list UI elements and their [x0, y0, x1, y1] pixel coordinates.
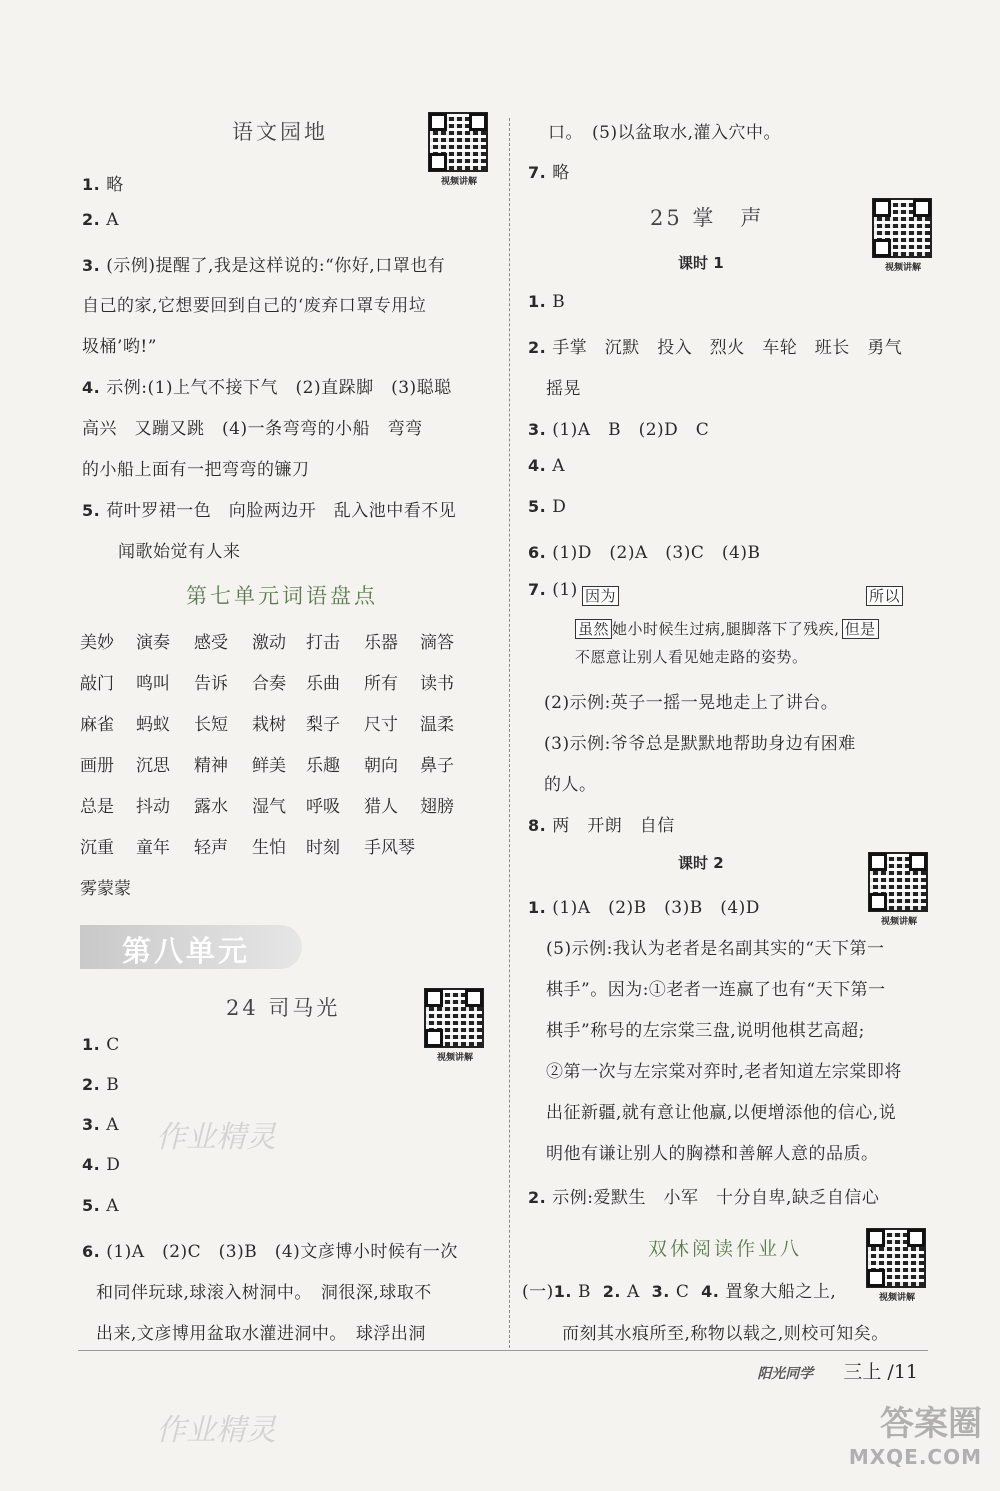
- answer-line: 出征新疆,就有意让他赢,以便增添他的信心,说: [546, 1103, 897, 1123]
- vocab-word: 轻声: [194, 838, 228, 858]
- vocab-word: 敲门: [80, 674, 114, 694]
- vocab-word: 精神: [194, 756, 228, 776]
- vocab-word: 演奏: [136, 633, 170, 653]
- answer-line: 棋手”。因为:①老者一连赢了也有“天下第一: [546, 980, 886, 1000]
- vocab-word: 尺寸: [364, 715, 398, 735]
- answer-line: 4. A: [528, 456, 565, 476]
- answer-line: 虽然 她小时候生过病,腿脚落下了残疾, 但是: [575, 618, 879, 639]
- conjunction-box: 因为: [582, 585, 619, 606]
- conjunction-box: 虽然: [575, 619, 612, 639]
- vocab-word: 合奏: [252, 674, 286, 694]
- section-title-yuwen-yuandi: 语文园地: [232, 120, 328, 144]
- vocab-word: 打击: [306, 633, 340, 653]
- answer-line: 和同伴玩球,球滚入树洞中。 洞很深,球取不: [96, 1283, 432, 1303]
- vocab-word: 梨子: [306, 715, 340, 735]
- vocab-word: 沉思: [136, 756, 170, 776]
- qr-code-lesson-2[interactable]: [868, 852, 930, 927]
- answer-line: 8. 两 开朗 自信: [528, 816, 675, 836]
- lesson-title: 课时 2: [678, 854, 724, 872]
- qr-label: 视频讲解: [878, 1293, 915, 1303]
- answer-line: 3. A: [82, 1115, 119, 1135]
- footer-rule: [78, 1350, 928, 1351]
- brand-logo: 阳光同学: [757, 1366, 814, 1382]
- vocab-word: 翅膀: [420, 797, 454, 817]
- answer-line: 1. 略: [82, 175, 124, 195]
- vocab-word: 乐趣: [306, 756, 340, 776]
- vocab-word: 滴答: [420, 633, 454, 653]
- vocab-word: 呼吸: [306, 797, 340, 817]
- answer-line: 5. 荷叶罗裙一色 向脸两边开 乱入池中看不见: [82, 501, 457, 521]
- answer-line: 口。 (5)以盆取水,灌入穴中。: [548, 123, 781, 143]
- answer-line: 而刻其水痕所至,称物以载之,则校可知矣。: [562, 1324, 889, 1344]
- answer-line: 出来,文彦博用盆取水灌进洞中。 球浮出洞: [96, 1324, 426, 1344]
- vocab-word: 生怕: [252, 838, 286, 858]
- conjunction-box: 但是: [842, 619, 879, 639]
- unit-banner-label: 第八单元: [122, 934, 251, 968]
- vocab-word: 时刻: [306, 838, 340, 858]
- vocab-word: 长短: [194, 715, 228, 735]
- answer-line: 1. B: [528, 292, 566, 312]
- vocab-word: 露水: [194, 797, 228, 817]
- answer-line: 1. C: [82, 1035, 120, 1055]
- qr-label: 视频讲解: [440, 177, 477, 187]
- vocab-word: 湿气: [252, 797, 286, 817]
- answer-line: 自己的家,它想要回到自己的‘废弃口罩专用垃: [82, 296, 427, 316]
- answer-line: 圾桶’哟!”: [82, 337, 157, 357]
- answer-line: (3)示例:爷爷总是默默地帮助身边有困难: [544, 734, 856, 754]
- answer-line: 7. (1): [528, 580, 578, 600]
- qr-label: 视频讲解: [436, 1053, 473, 1063]
- unit-banner: [80, 925, 302, 969]
- vocab-word: 手风琴: [364, 838, 415, 858]
- answer-line: 摇晃: [546, 379, 581, 399]
- vocab-word: 总是: [80, 797, 114, 817]
- conjunction-box: 所以: [866, 585, 903, 606]
- qr-code-sima-guang[interactable]: [424, 988, 486, 1063]
- answer-line: 1. (1)A (2)B (3)B (4)D: [528, 898, 760, 918]
- vocab-word: 美妙: [80, 633, 114, 653]
- section-title-zhang-sheng: 25 掌 声: [650, 206, 765, 230]
- answer-line: 高兴 又蹦又跳 (4)一条弯弯的小船 弯弯: [82, 419, 423, 439]
- section-title-weekend-reading: 双休阅读作业八: [648, 1238, 803, 1260]
- vocab-word: 鸣叫: [136, 674, 170, 694]
- answer-line: 4. 示例:(1)上气不接下气 (2)直跺脚 (3)聪聪: [82, 378, 452, 398]
- vocab-word: 鼻子: [420, 756, 454, 776]
- qr-code-zhang-sheng[interactable]: [872, 198, 934, 273]
- answer-line: (5)示例:我认为老者是名副其实的“天下第一: [546, 939, 885, 959]
- vocab-word: 画册: [80, 756, 114, 776]
- section-title-sima-guang: 24 司马光: [226, 996, 341, 1020]
- grade-label: 三上: [843, 1361, 882, 1383]
- vocab-word: 栽树: [252, 715, 286, 735]
- answer-line: 4. D: [82, 1155, 121, 1175]
- vocab-word: 蚂蚁: [136, 715, 170, 735]
- vocab-word: 沉重: [80, 838, 114, 858]
- answer-line: ②第一次与左宗棠对弈时,老者知道左宗棠即将: [546, 1062, 902, 1082]
- answer-line: 3. (示例)提醒了,我是这样说的:“你好,口罩也有: [82, 256, 446, 276]
- answer-line: 2. A: [82, 210, 119, 230]
- vocab-word: 朝向: [364, 756, 398, 776]
- vocab-word: 所有: [364, 674, 398, 694]
- vocab-word: 抖动: [136, 797, 170, 817]
- vocab-word: 激动: [252, 633, 286, 653]
- qr-label: 视频讲解: [880, 917, 917, 927]
- answer-line: 6. (1)D (2)A (3)C (4)B: [528, 543, 761, 563]
- vocab-word: 感受: [194, 633, 228, 653]
- answer-line: 明他有谦让别人的胸襟和善解人意的品质。: [546, 1144, 879, 1164]
- answer-line: (一)1. B 2. A 3. C 4. 置象大船之上,: [522, 1282, 837, 1302]
- answer-line: 5. A: [82, 1196, 119, 1216]
- qr-label: 视频讲解: [884, 263, 921, 273]
- qr-code-yuwen[interactable]: [428, 112, 490, 187]
- site-watermark: 答案圈 MXQE.COM: [848, 1404, 982, 1469]
- vocab-word: 乐曲: [306, 674, 340, 694]
- vocab-word: 告诉: [194, 674, 228, 694]
- watermark: 作业精灵: [156, 1413, 276, 1448]
- vocab-word: 乐器: [364, 633, 398, 653]
- answer-line: 6. (1)A (2)C (3)B (4)文彦博小时候有一次: [82, 1242, 458, 1262]
- lesson-title: 课时 1: [678, 254, 724, 272]
- watermark: 作业精灵: [156, 1120, 276, 1155]
- vocab-word: 温柔: [420, 715, 454, 735]
- answer-line: 棋手”称号的左宗棠三盘,说明他棋艺高超;: [546, 1021, 865, 1041]
- section-title-word-review: 第七单元词语盘点: [186, 584, 378, 608]
- answer-line: 2. B: [82, 1075, 120, 1095]
- answer-line: 的人。: [544, 775, 597, 795]
- answer-line: 的小船上面有一把弯弯的镰刀: [82, 460, 310, 480]
- answer-line: 闻歌始觉有人来: [118, 542, 241, 562]
- qr-code-reading[interactable]: [866, 1228, 928, 1303]
- answer-line: 不愿意让别人看见她走路的姿势。: [575, 648, 808, 666]
- column-divider: [509, 118, 510, 1348]
- answer-line: 2. 示例:爱默生 小军 十分自卑,缺乏自信心: [528, 1188, 880, 1208]
- answer-line: (2)示例:英子一摇一晃地走上了讲台。: [544, 693, 839, 713]
- vocab-word: 童年: [136, 838, 170, 858]
- answer-line: 7. 略: [528, 163, 570, 183]
- answer-line: 5. D: [528, 497, 567, 517]
- vocab-word: 鲜美: [252, 756, 286, 776]
- page-footer: [757, 1357, 918, 1384]
- vocab-word: 麻雀: [80, 715, 114, 735]
- vocab-word: 读书: [420, 674, 454, 694]
- answer-line: 3. (1)A B (2)D C: [528, 420, 710, 440]
- vocab-word: 雾蒙蒙: [80, 879, 131, 899]
- page-number: /11: [887, 1361, 918, 1383]
- vocab-word: 猎人: [364, 797, 398, 817]
- answer-line: 2. 手掌 沉默 投入 烈火 车轮 班长 勇气: [528, 338, 903, 358]
